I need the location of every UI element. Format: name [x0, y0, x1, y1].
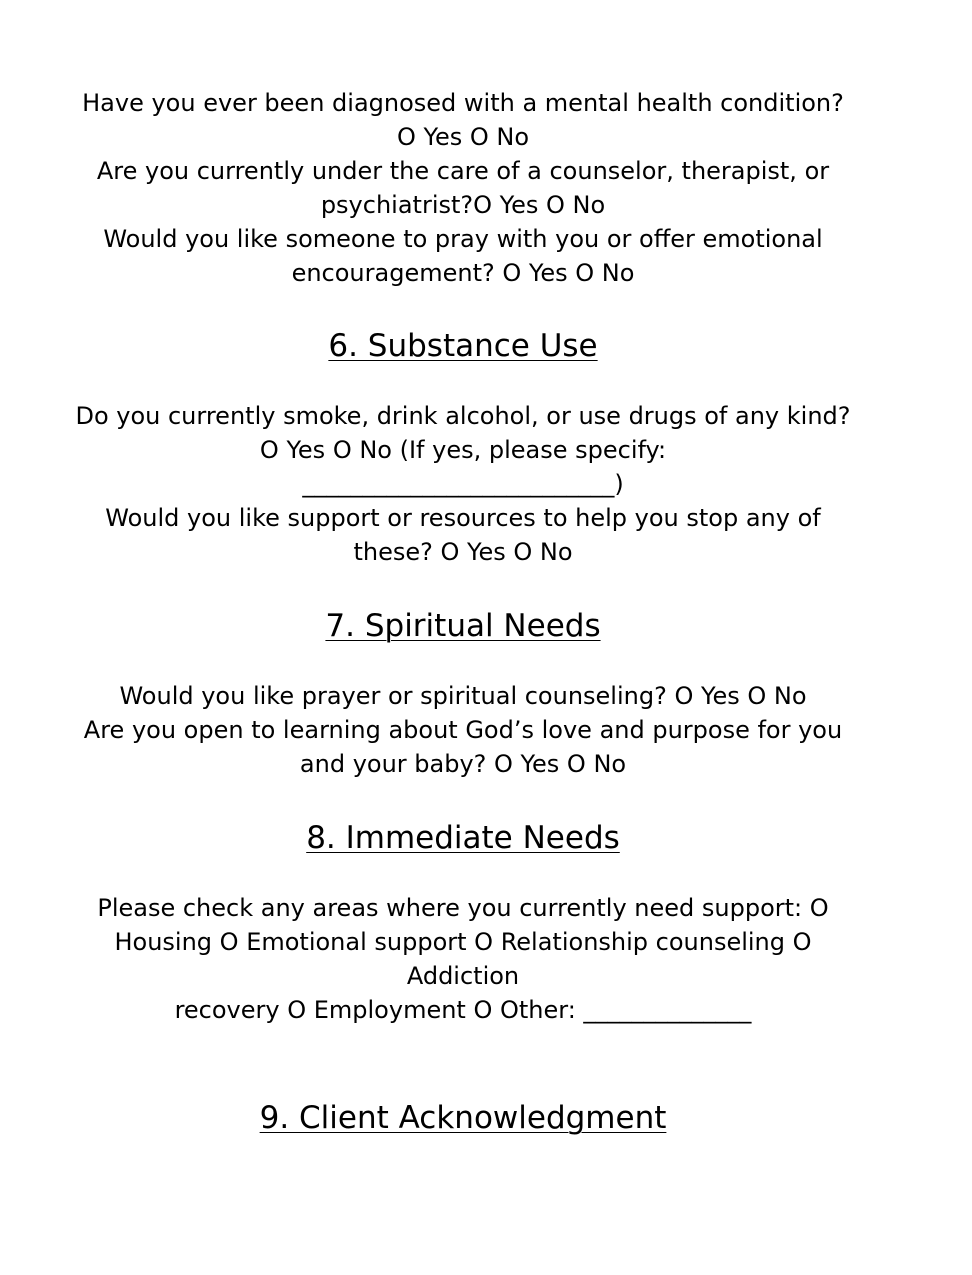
question-diagnosed: Have you ever been diagnosed with a mental health condition? — [82, 89, 844, 117]
question-gods-love: Are you open to learning about God’s love and purpose for you — [83, 716, 843, 744]
question-prayer: Would you like prayer or spiritual counseling? O Yes O No — [119, 682, 807, 710]
needs-line-1: Please check any areas where you currently need support: O — [97, 894, 829, 922]
answer-substances: O Yes O No (If yes, please specify: — [259, 436, 667, 464]
needs-line-3: Addiction — [406, 962, 520, 990]
question-support-cont: these? O Yes O No — [353, 538, 573, 566]
question-counselor-cont: psychiatrist?O Yes O No — [320, 191, 606, 219]
specify-blank: __________________________) — [302, 470, 624, 498]
heading-spiritual-needs: 7. Spiritual Needs — [325, 608, 601, 644]
question-gods-love-cont: and your baby? O Yes O No — [299, 750, 627, 778]
spiritual-needs-questions — [48, 679, 878, 781]
question-pray: Would you like someone to pray with you or offer emotional — [103, 225, 823, 253]
substance-use-questions — [48, 399, 878, 569]
question-substances: Do you currently smoke, drink alcohol, or use drugs of any kind? — [75, 402, 851, 430]
needs-line-4: recovery O Employment O Other: ______________ — [174, 996, 752, 1024]
question-pray-cont: encouragement? O Yes O No — [291, 259, 635, 287]
immediate-needs-questions — [48, 891, 878, 1027]
heading-immediate-needs: 8. Immediate Needs — [306, 820, 620, 856]
answer-diagnosed: O Yes O No — [396, 123, 530, 151]
heading-client-acknowledgment: 9. Client Acknowledgment — [259, 1100, 667, 1136]
question-support: Would you like support or resources to help you stop any of — [105, 504, 821, 532]
mental-health-questions — [48, 86, 878, 290]
needs-line-2: Housing O Emotional support O Relationship counseling O — [114, 928, 812, 956]
heading-substance-use: 6. Substance Use — [328, 328, 598, 364]
question-counselor: Are you currently under the care of a counselor, therapist, or — [96, 157, 830, 185]
